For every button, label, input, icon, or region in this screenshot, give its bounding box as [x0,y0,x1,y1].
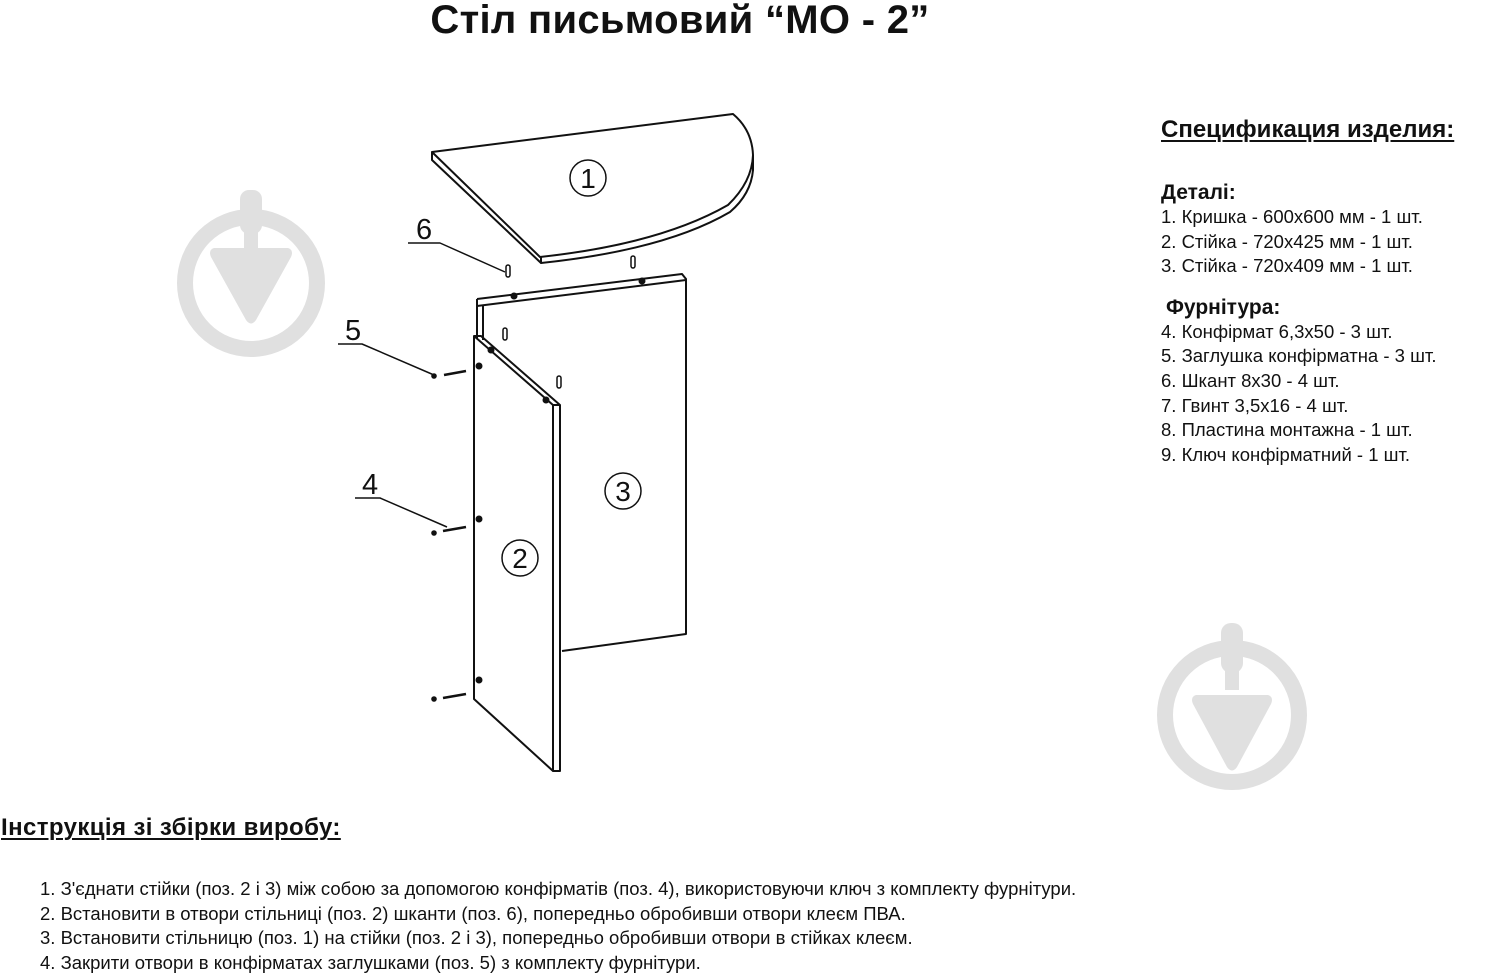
hardware-item: 8. Пластина монтажна - 1 шт. [1161,419,1413,441]
part-label-3: 3 [615,476,631,507]
callout-5: 5 [345,315,362,347]
callout-6: 6 [416,214,433,246]
instruction-step: 2. Встановити в отвори стільниці (поз. 2) шканти (поз. 6), попередньо обробивши отвори клеєм ПВА. [40,902,906,924]
instruction-step: 1. З'єднати стійки (поз. 2 і 3) між собою за допомогою конфірматів (поз. 4), використовуючи ключ з комплекту фурнітури. [40,878,1077,899]
details-heading: Деталі: [1161,181,1236,204]
details-list [1161,205,1509,279]
specification-heading: Спецификация изделия: [1161,116,1455,143]
instructions-list [40,877,1076,975]
hardware-item: 6. Шкант 8х30 - 4 шт. [1161,369,1340,391]
hardware-item: 7. Гвинт 3,5х16 - 4 шт. [1161,394,1349,416]
detail-item: 3. Стійка - 720х409 мм - 1 шт. [1161,255,1413,277]
hardware-item: 4. Конфірмат 6,3х50 - 3 шт. [1161,320,1393,342]
detail-item: 2. Стійка - 720х425 мм - 1 шт. [1161,230,1413,252]
hardware-item: 5. Заглушка конфірматна - 3 шт. [1161,345,1437,367]
hardware-item: 9. Ключ конфірматний - 1 шт. [1161,443,1411,465]
detail-item: 1. Кришка - 600х600 мм - 1 шт. [1161,206,1423,227]
page-title: Стіл письмовий “МО - 2” [430,0,930,42]
hardware-list [1161,320,1509,468]
instructions-heading: Інструкція зі збірки виробу: [1,814,341,841]
instruction-step: 3. Встановити стільницю (поз. 1) на стійки (поз. 2 і 3), попередньо обробивши отвори в стійках клеєм. [40,927,913,949]
part-label-2: 2 [512,543,528,574]
callout-4: 4 [362,469,379,501]
part-label-1: 1 [580,163,596,194]
specification-panel [1161,116,1509,467]
instruction-step: 4. Закрити отвори в конфірматах заглушками (поз. 5) з комплекту фурнітури. [40,951,701,973]
hardware-heading: Фурнітура: [1166,295,1281,319]
